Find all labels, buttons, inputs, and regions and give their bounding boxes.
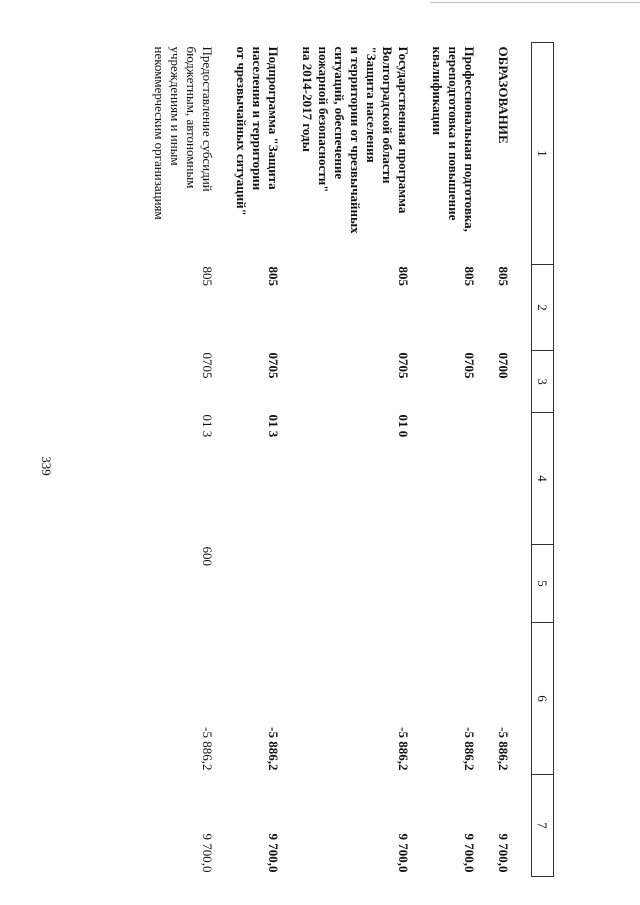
cell-c2: 805 — [266, 266, 281, 286]
table-row — [233, 43, 299, 877]
row-name-line: Профессиональная подготовка, — [462, 46, 477, 232]
col-header-3: 3 — [532, 351, 554, 413]
cell-c6: -5 886,2 — [266, 727, 281, 771]
row-name-cell — [299, 43, 429, 265]
row-name-line: переподготовка и повышение — [446, 46, 461, 221]
cell-c3: 0705 — [200, 352, 215, 379]
cell-c7: 9 700,0 — [462, 833, 477, 873]
cell-c3: 0705 — [462, 352, 477, 379]
row-name-line: Предоставление субсидий — [200, 46, 215, 192]
cell-c6: -5 886,2 — [200, 727, 215, 771]
col-header-4: 4 — [532, 413, 554, 545]
row-name-line: некоммерческим организациям — [152, 46, 167, 220]
cell-c2: 805 — [462, 266, 477, 286]
col-header-2: 2 — [532, 265, 554, 351]
cell-c4: 01 0 — [396, 414, 411, 438]
cell-c3: 0705 — [396, 352, 411, 379]
table-row — [299, 43, 429, 877]
cell-c2: 805 — [496, 266, 511, 286]
cell-c7: 9 700,0 — [266, 833, 281, 873]
row-name-line: ситуаций, обеспечение — [332, 46, 347, 180]
row-name-line: "Защита населения — [364, 46, 379, 163]
cell-c5 — [495, 545, 532, 623]
row-name-cell — [429, 43, 495, 265]
cell-c2: 805 — [200, 266, 215, 286]
top-rule — [430, 2, 640, 3]
table-row — [429, 43, 495, 877]
col-header-1: 1 — [532, 43, 554, 265]
row-name-line: ОБРАЗОВАНИЕ — [496, 46, 511, 144]
cell-c2: 805 — [396, 266, 411, 286]
cell-c5: 600 — [200, 546, 215, 566]
cell-c4 — [495, 413, 532, 545]
cell-c3: 0700 — [496, 352, 511, 379]
cell-c5 — [233, 545, 299, 623]
row-name-line: Подпрограмма "Защита — [266, 46, 281, 190]
cell-c6: -5 886,2 — [496, 727, 511, 771]
row-name-line: и территории от чрезвычайных — [348, 46, 363, 234]
col-header-7: 7 — [532, 775, 554, 877]
budget-table — [151, 42, 554, 877]
cell-c4 — [429, 413, 495, 545]
col-header-5: 5 — [532, 545, 554, 623]
col-header-6: 6 — [532, 623, 554, 775]
row-name-line: на 2014-2017 годы — [300, 46, 315, 152]
page-number: 339 — [39, 456, 54, 476]
row-name-line: от чрезвычайных ситуаций" — [234, 46, 249, 216]
table-body — [151, 43, 532, 877]
header-row — [532, 43, 554, 877]
table-row — [495, 43, 532, 877]
row-name-cell — [233, 43, 299, 265]
row-name-line: Государственная программа — [396, 46, 411, 214]
row-name-line: бюджетным, автономным — [184, 46, 199, 189]
cell-c5 — [299, 545, 429, 623]
cell-c6: -5 886,2 — [396, 727, 411, 771]
row-name-line: пожарной безопасности" — [316, 46, 331, 193]
cell-c3: 0705 — [266, 352, 281, 379]
row-name-line: учреждениям и иным — [168, 46, 183, 166]
rotated-table-wrapper — [84, 42, 554, 876]
table-row — [151, 43, 233, 877]
row-name-line: населения и территории — [250, 46, 265, 191]
cell-c7: 9 700,0 — [396, 833, 411, 873]
table-area — [84, 42, 554, 876]
cell-c4: 01 3 — [200, 414, 215, 438]
cell-c7: 9 700,0 — [200, 833, 215, 873]
cell-c4: 01 3 — [266, 414, 281, 438]
cell-c5 — [429, 545, 495, 623]
row-name-cell — [495, 43, 532, 265]
cell-c6: -5 886,2 — [462, 727, 477, 771]
row-name-cell — [151, 43, 233, 265]
row-name-line: квалификации — [430, 46, 445, 136]
row-name-line: Волгоградской области — [380, 46, 395, 184]
cell-c7: 9 700,0 — [496, 833, 511, 873]
